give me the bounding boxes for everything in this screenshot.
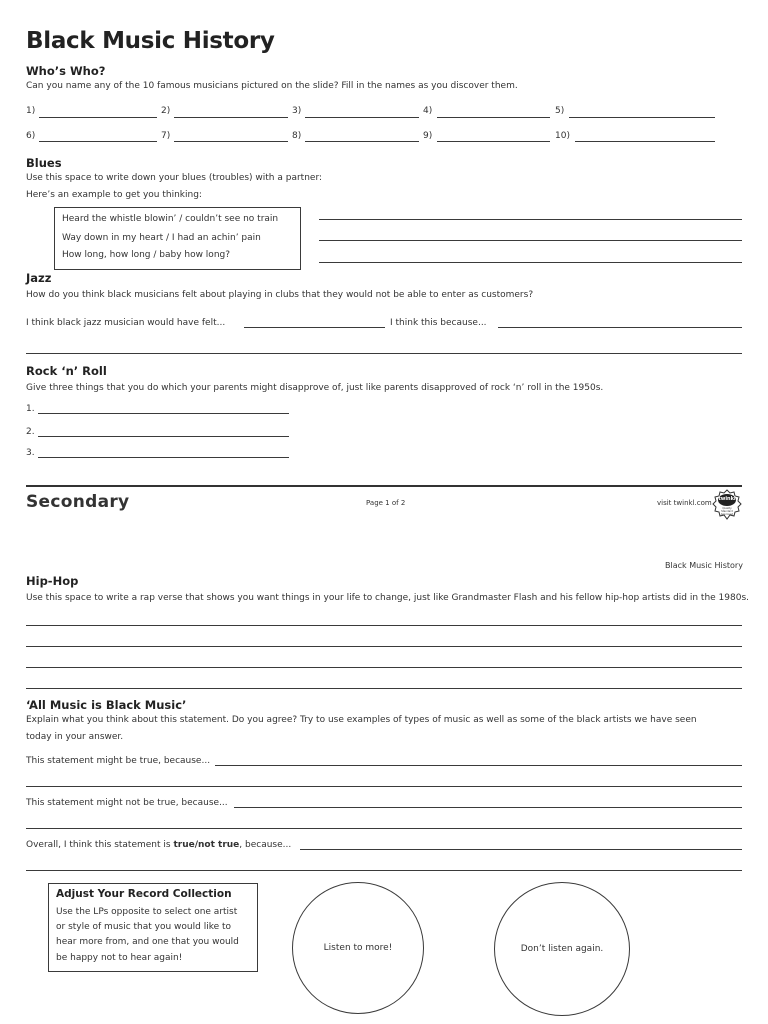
blues-heading: Blues	[26, 156, 62, 170]
blues-writing-line[interactable]	[319, 240, 742, 241]
musician-name-line[interactable]	[305, 117, 419, 118]
musician-name-line[interactable]	[174, 141, 288, 142]
prompt-overall-bold: true/not true	[173, 840, 240, 850]
musician-name-line[interactable]	[39, 141, 157, 142]
musician-number: 2)	[161, 106, 171, 116]
musician-name-line[interactable]	[174, 117, 288, 118]
hiphop-writing-line[interactable]	[26, 646, 742, 647]
hiphop-writing-line[interactable]	[26, 667, 742, 668]
rock-answer-line[interactable]	[38, 436, 289, 437]
musician-number: 4)	[423, 106, 433, 116]
prompt-overall-pre: Overall, I think this statement is	[26, 840, 174, 850]
twinkl-badge-icon	[711, 489, 743, 521]
musician-number: 7)	[161, 131, 171, 141]
rock-number: 1.	[26, 404, 35, 414]
musician-number: 6)	[26, 131, 36, 141]
record-body-line: hear more from, and one that you would	[56, 937, 239, 947]
musician-name-line[interactable]	[575, 141, 715, 142]
all-music-instruction-cont: today in your answer.	[26, 732, 124, 742]
not-true-answer-line[interactable]	[234, 807, 742, 808]
whos-who-instruction: Can you name any of the 10 famous musicians pictured on the slide? Fill in the names as you discover them.	[26, 81, 518, 91]
jazz-writing-line[interactable]	[26, 353, 742, 354]
dont-listen-label: Don’t listen again.	[520, 944, 604, 954]
prompt-not-true: This statement might not be true, because...	[26, 798, 228, 808]
musician-name-line[interactable]	[305, 141, 419, 142]
prompt-overall	[26, 840, 291, 850]
musician-name-line[interactable]	[437, 141, 550, 142]
blues-writing-line[interactable]	[319, 262, 742, 263]
jazz-felt-line[interactable]	[244, 327, 385, 328]
hiphop-instruction: Use this space to write a rap verse that shows you want things in your life to change, just like Grandmaster Flash and his fellow hip-hop artists did in the 1980s.	[26, 593, 750, 603]
all-music-instruction: Explain what you think about this statement. Do you agree? Try to use examples of types of music as well as some of the black artists we have seen	[26, 715, 697, 725]
blues-writing-line[interactable]	[319, 219, 742, 220]
prompt-overall-post: , because...	[239, 840, 292, 850]
rock-number: 3.	[26, 448, 35, 458]
page2-header: Black Music History	[665, 561, 743, 570]
jazz-question: How do you think black musicians felt about playing in clubs that they would not be able to enter as customers?	[26, 290, 534, 300]
musician-number: 1)	[26, 106, 36, 116]
overall-answer-line[interactable]	[300, 849, 742, 850]
musician-name-line[interactable]	[437, 117, 550, 118]
not-true-answer-line[interactable]	[26, 828, 742, 829]
true-answer-line[interactable]	[215, 765, 742, 766]
rock-heading: Rock ‘n’ Roll	[26, 364, 107, 378]
blues-lyric: Heard the whistle blowin’ / couldn’t see no train	[62, 214, 279, 224]
jazz-heading: Jazz	[26, 271, 52, 285]
rock-number: 2.	[26, 427, 35, 437]
page-number: Page 1 of 2	[366, 499, 406, 507]
blues-lyric: Way down in my heart / I had an achin’ pain	[62, 233, 261, 243]
footer-brand: Secondary	[26, 492, 130, 512]
record-body-line: Use the LPs opposite to select one artist	[56, 907, 238, 917]
musician-number: 5)	[555, 106, 565, 116]
badge-text: Quality Standard Approved	[720, 507, 734, 516]
listen-more-circle[interactable]	[292, 882, 424, 1014]
hiphop-writing-line[interactable]	[26, 688, 742, 689]
record-heading: Adjust Your Record Collection	[56, 888, 232, 900]
blues-example-intro: Here’s an example to get you thinking:	[26, 190, 202, 200]
overall-answer-line[interactable]	[26, 870, 742, 871]
record-body-line: or style of music that you would like to	[56, 922, 232, 932]
dont-listen-circle[interactable]	[494, 882, 630, 1016]
record-body-line: be happy not to hear again!	[56, 953, 183, 963]
hiphop-writing-line[interactable]	[26, 625, 742, 626]
page-title: Black Music History	[26, 28, 275, 54]
jazz-prompt-felt: I think black jazz musician would have felt...	[26, 318, 226, 328]
jazz-because-line[interactable]	[498, 327, 742, 328]
rock-answer-line[interactable]	[38, 457, 289, 458]
all-music-heading: ‘All Music is Black Music’	[26, 698, 187, 712]
hiphop-heading: Hip-Hop	[26, 574, 79, 588]
rock-instruction: Give three things that you do which your parents might disapprove of, just like parents disapproved of rock ‘n’ roll in the 1950s.	[26, 383, 604, 393]
listen-more-label: Listen to more!	[323, 943, 393, 953]
musician-number: 8)	[292, 131, 302, 141]
blues-instruction: Use this space to write down your blues (troubles) with a partner:	[26, 173, 323, 183]
jazz-prompt-because: I think this because...	[390, 318, 487, 328]
blues-lyric: How long, how long / baby how long?	[62, 250, 231, 260]
musician-name-line[interactable]	[569, 117, 715, 118]
true-answer-line[interactable]	[26, 786, 742, 787]
musician-number: 3)	[292, 106, 302, 116]
musician-number: 10)	[555, 131, 570, 141]
footer-visit-link[interactable]: visit twinkl.com	[657, 499, 712, 507]
whos-who-heading: Who’s Who?	[26, 64, 106, 78]
prompt-true: This statement might be true, because...	[26, 756, 211, 766]
musician-name-line[interactable]	[39, 117, 157, 118]
footer-divider	[26, 485, 742, 487]
musician-number: 9)	[423, 131, 433, 141]
rock-answer-line[interactable]	[38, 413, 289, 414]
twinkl-logo-text: twinkl	[718, 496, 736, 502]
